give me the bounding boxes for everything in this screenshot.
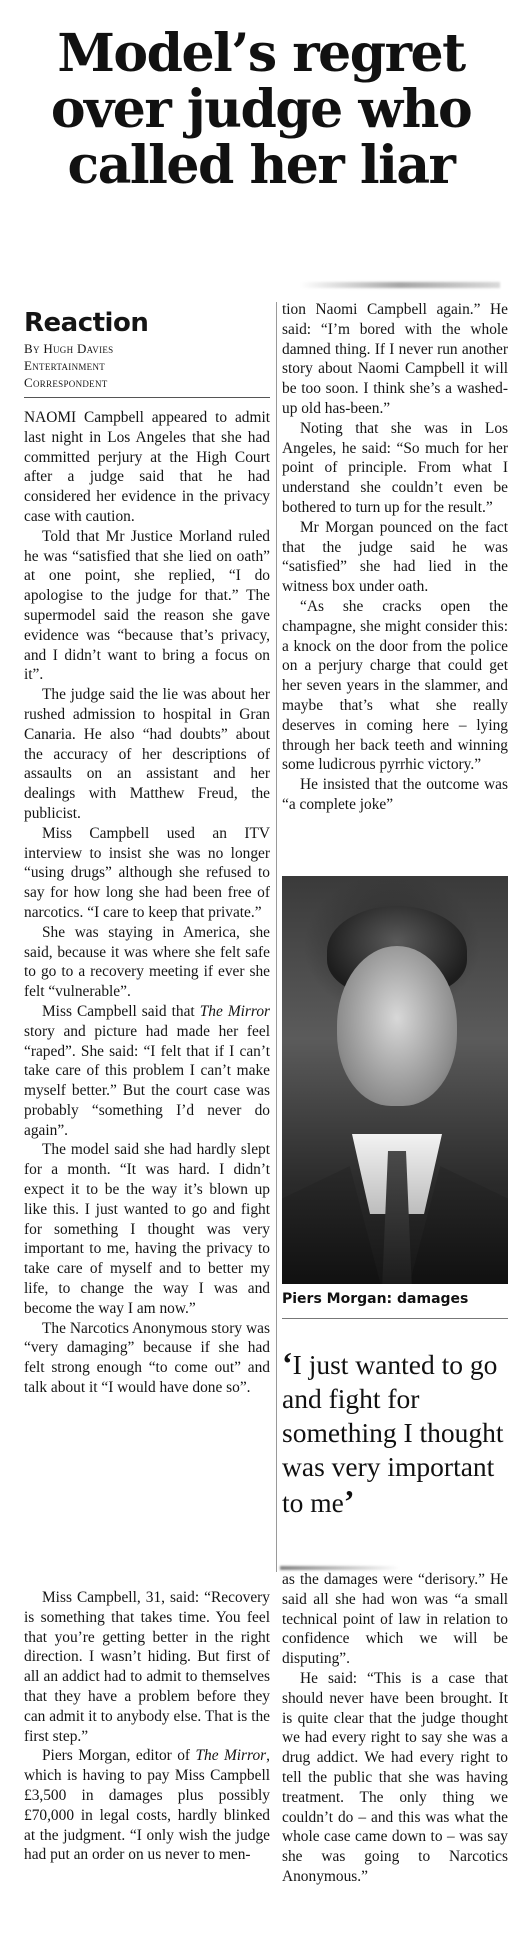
close-quote-mark: ’ <box>343 1483 355 1519</box>
article-paragraph: He insisted that the outcome was “a complete joke” <box>282 776 508 813</box>
left-column-continued <box>24 1588 270 1865</box>
article-paragraph <box>24 1002 270 1141</box>
text-run: Piers Morgan, editor of <box>42 1747 196 1765</box>
left-column <box>24 308 270 1398</box>
article-paragraph: The model said she had hardly slept for a month. “It was hard. I didn’t expect it to be the way it’s blown up like this. I just wanted to go and fight for something I thought was very important to me, having the privacy to take care of myself and to better my life, to change the way I was and become the way I am now.” <box>24 1141 270 1317</box>
article-paragraph: He said: “This is a case that should never have been brought. It is quite clear that the judge thought we had every right to say she was a drug addict. We had every right to tell the public that she was having treatment. The only thing we couldn’t do – and this was what the whole case came down to – was say she was going to Narcotics Anonymous.” <box>282 1669 508 1885</box>
article-paragraph: Miss Campbell used an ITV interview to insist she was no longer “using drugs” although she refused to say for how long she had been free of narcotics. “I care to keep that private.” <box>24 824 270 921</box>
right-column <box>282 300 508 815</box>
text-run: , which is having to pay Miss Campbell £3,500 in damages plus possibly £70,000 in legal costs, hardly blinked at the judgment. “I only wish the judge had put an order on us never to men- <box>24 1747 270 1864</box>
byline-role-2: Correspondent <box>24 375 108 390</box>
pull-quote-text: I just wanted to go and fight for something I thought was very important to me <box>282 1349 504 1518</box>
article-paragraph: Miss Campbell, 31, said: “Recovery is something that takes time. You feel that you’re getting better in the right direction. I wasn’t hiding. But first of all an addict had to admit to themselves that they have a problem before they can admit it to anybody else. That is the first step.” <box>24 1589 270 1745</box>
text-run: story and picture had made her feel “raped”. She said: “I felt that if I can’t take care of this problem I can’t make myself better.” But the court case was probably “something I’d never do again”. <box>24 1022 270 1139</box>
portrait-photo <box>282 876 508 1284</box>
right-column-continued <box>282 1570 508 1887</box>
byline <box>24 340 270 391</box>
pull-quote <box>282 1346 508 1520</box>
article-paragraph <box>24 1746 270 1865</box>
byline-author: By Hugh Davies <box>24 341 114 356</box>
publication-name: The Mirror <box>195 1747 267 1765</box>
article-paragraph: “As she cracks open the champagne, she might consider this: a knock on the door from the police on a perjury charge that could get her seven years in the slammer, and maybe that’s what she really deserves in coming here – lying through her back teeth and winning some ludicrous pyrrhic victory.” <box>282 597 508 774</box>
article-paragraph: The judge said the lie was about her rushed admission to hospital in Gran Canaria. He also “had doubts” about the accuracy of her descriptions of assaults on an assistant and her dealings with Matthew Freud, the publicist. <box>24 686 270 822</box>
byline-rule <box>24 397 270 398</box>
byline-role: Entertainment <box>24 358 106 373</box>
article-paragraph: tion Naomi Campbell again.” He said: “I’m bored with the whole damned thing. If I never run another story about Naomi Campbell it will be too soon. I think she’s a washed-up old has-been.” <box>282 301 508 417</box>
print-smudge <box>300 282 500 288</box>
article-paragraph: Noting that she was in Los Angeles, he said: “So much for her point of principle. From what I understand she couldn’t even be bothered to turn up for the result.” <box>282 419 508 516</box>
article-paragraph: The Narcotics Anonymous story was “very damaging” because if she had felt strong enough “to come out” and talk about it “I would have done so”. <box>24 1319 270 1397</box>
article-paragraph: She was staying in America, she said, because it was where she felt safe to go to a recovery meeting if ever she felt “vulnerable”. <box>24 923 270 1001</box>
section-label: Reaction <box>24 308 149 338</box>
publication-name: The Mirror <box>199 1002 271 1020</box>
column-divider <box>276 302 277 1572</box>
open-quote-mark: ‘ <box>282 1345 293 1381</box>
photo-face <box>337 946 457 1106</box>
article-paragraph: Told that Mr Justice Morland ruled he was “satisfied that she lied on oath” at one point, she replied, “I do apologise to the judge for that.” The supermodel said the reason she gave evidence was “because that’s privacy, and I didn’t want to bring a focus on it”. <box>24 527 270 684</box>
photo-caption: Piers Morgan: damages <box>282 1291 469 1307</box>
article-paragraph: NAOMI Campbell appeared to admit last night in Los Angeles that she had committed perjury at the High Court after a judge said that he had considered her evidence in the privacy case with caution. <box>24 409 270 525</box>
text-run: Miss Campbell said that <box>42 1002 200 1020</box>
article-paragraph: Mr Morgan pounced on the fact that the judge said he was “satisfied” she had lied in the witness box under oath. <box>282 518 508 596</box>
caption-rule <box>282 1318 508 1319</box>
headline: Model’s regret over judge who called her liar <box>50 23 472 196</box>
article-paragraph: as the damages were “derisory.” He said all she had won was “a small technical point of law in relation to confidence which we will be disputing”. <box>282 1571 508 1668</box>
